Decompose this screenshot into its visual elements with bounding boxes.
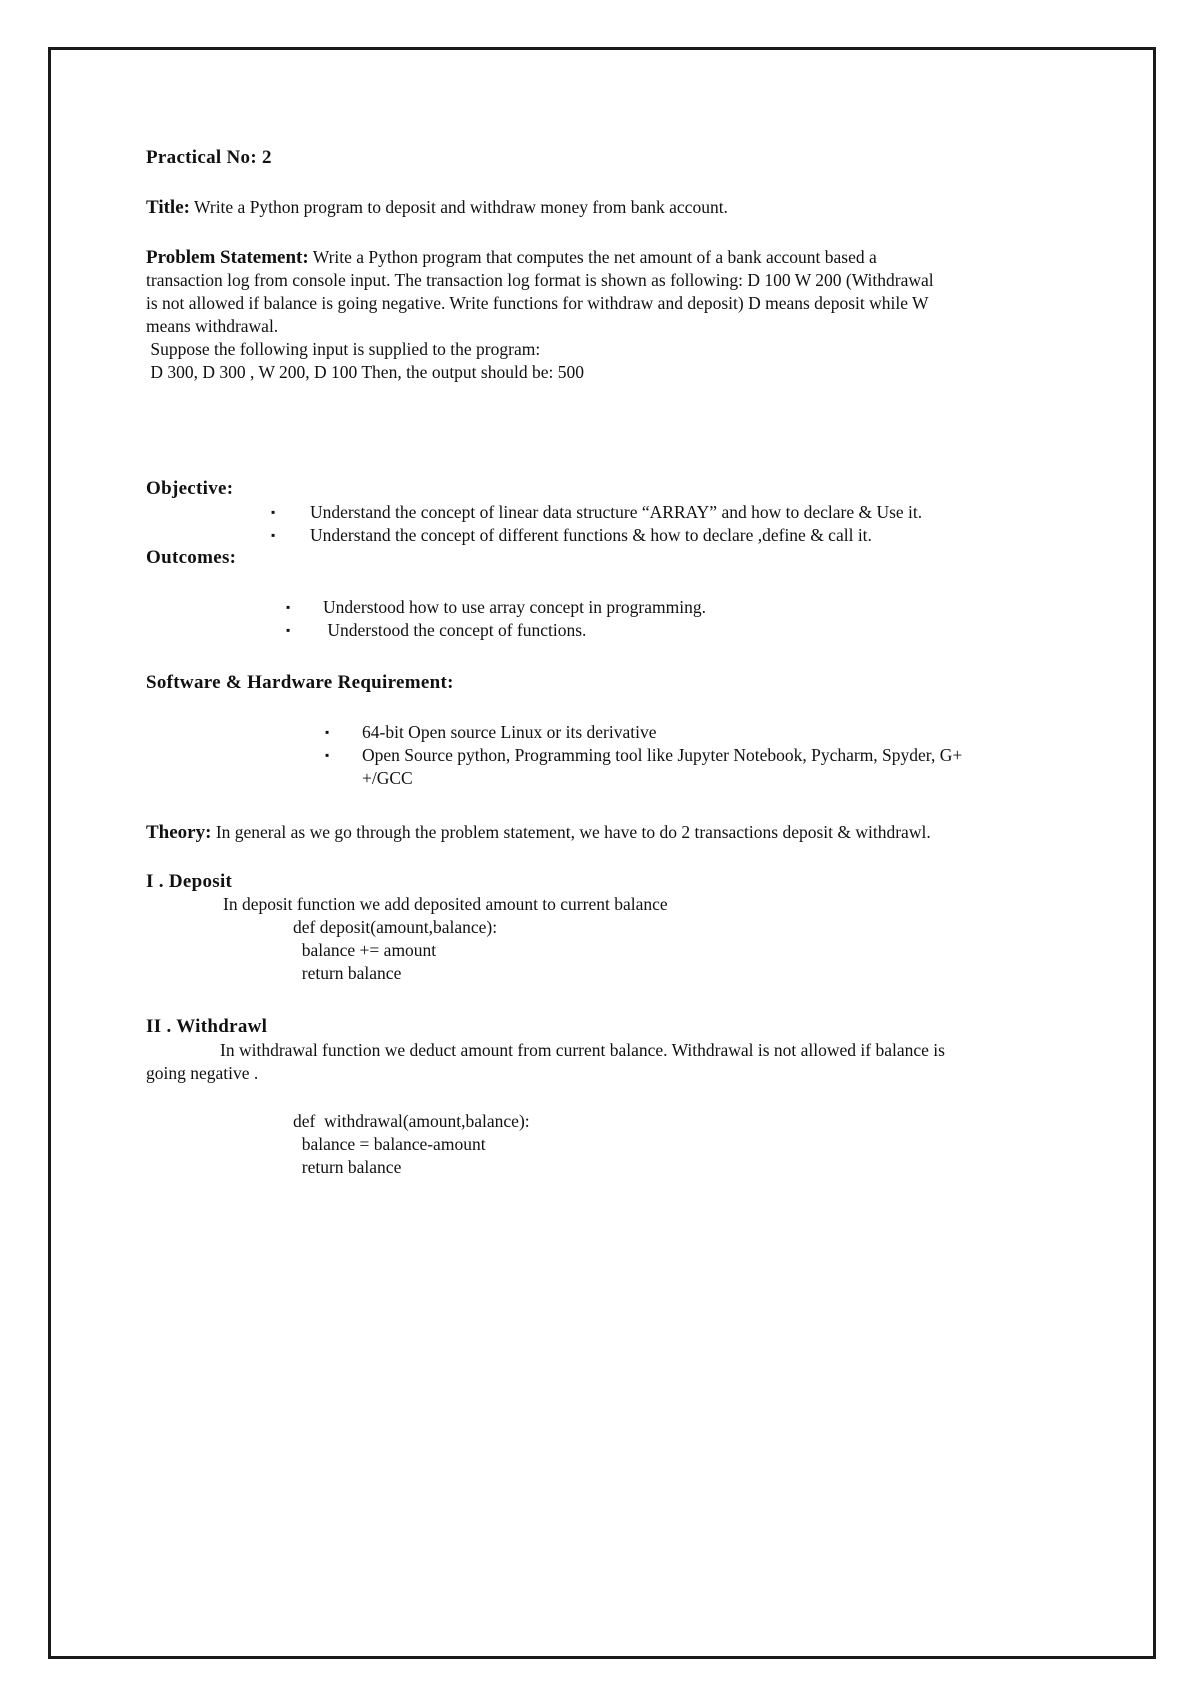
problem-line: Suppose the following input is supplied to the program: [146, 339, 541, 359]
theory-text: In general as we go through the problem statement, we have to do 2 transactions deposit & withdrawl. [211, 822, 931, 842]
list-item [146, 501, 1066, 524]
code-line: return balance [293, 963, 402, 983]
bullet-icon: ▪ [325, 748, 330, 762]
code-line: balance += amount [293, 940, 437, 960]
title-line [146, 196, 1066, 219]
theory-label: Theory: [146, 822, 212, 843]
outcomes-list [146, 596, 1066, 642]
bullet-icon: ▪ [286, 623, 291, 637]
list-item [146, 721, 1066, 744]
objective-heading: Objective: [146, 478, 234, 499]
list-item [146, 524, 1066, 547]
title-text: Write a Python program to deposit and withdraw money from bank account. [189, 197, 728, 217]
code-line: return balance [293, 1157, 402, 1177]
requirement-item-line: Open Source python, Programming tool like Jupyter Notebook, Pycharm, Spyder, G+ [362, 745, 963, 765]
list-item [146, 596, 1066, 619]
problem-line: is not allowed if balance is going negative. Write functions for withdraw and deposit) D means deposit while W [146, 293, 929, 313]
withdrawl-intro-line: In withdrawal function we deduct amount from current balance. Withdrawal is not allowed if balance is [220, 1040, 945, 1060]
code-line: balance = balance-amount [293, 1134, 486, 1154]
bullet-icon: ▪ [325, 725, 330, 739]
outcome-item: Understood how to use array concept in programming. [323, 597, 706, 617]
problem-line: D 300, D 300 , W 200, D 100 Then, the output should be: 500 [146, 362, 584, 382]
bullet-icon: ▪ [271, 505, 276, 519]
list-item [146, 744, 1066, 790]
code-line: def deposit(amount,balance): [293, 917, 498, 937]
withdrawl-heading: II . Withdrawl [146, 1016, 268, 1037]
list-item [146, 619, 1066, 642]
bullet-icon: ▪ [286, 600, 291, 614]
theory-line [146, 821, 1066, 844]
problem-label: Problem Statement: [146, 247, 309, 268]
withdrawl-code [146, 1110, 1066, 1179]
deposit-heading: I . Deposit [146, 871, 233, 892]
withdrawl-intro-line: going negative . [146, 1063, 259, 1083]
practical-heading: Practical No: 2 [146, 147, 272, 168]
code-line: def withdrawal(amount,balance): [293, 1111, 530, 1131]
title-label: Title: [146, 197, 190, 218]
problem-line: means withdrawal. [146, 316, 279, 336]
objective-list [146, 501, 1066, 547]
requirement-item: 64-bit Open source Linux or its derivative [362, 722, 657, 742]
requirements-heading: Software & Hardware Requirement: [146, 672, 454, 693]
problem-line: Write a Python program that computes the net amount of a bank account based a [308, 247, 877, 267]
problem-line: transaction log from console input. The transaction log format is shown as following: D 100 W 200 (Withdrawal [146, 270, 934, 290]
deposit-code [146, 916, 1066, 985]
problem-statement [146, 246, 1066, 384]
requirement-item-line: +/GCC [362, 768, 413, 788]
outcome-item: Understood the concept of functions. [323, 620, 587, 640]
bullet-icon: ▪ [271, 528, 276, 542]
objective-item: Understand the concept of different functions & how to declare ,define & call it. [310, 525, 872, 545]
outcomes-heading: Outcomes: [146, 547, 237, 568]
deposit-intro: In deposit function we add deposited amount to current balance [223, 894, 668, 914]
objective-item: Understand the concept of linear data structure “ARRAY” and how to declare & Use it. [310, 502, 923, 522]
requirements-list [146, 721, 1066, 790]
